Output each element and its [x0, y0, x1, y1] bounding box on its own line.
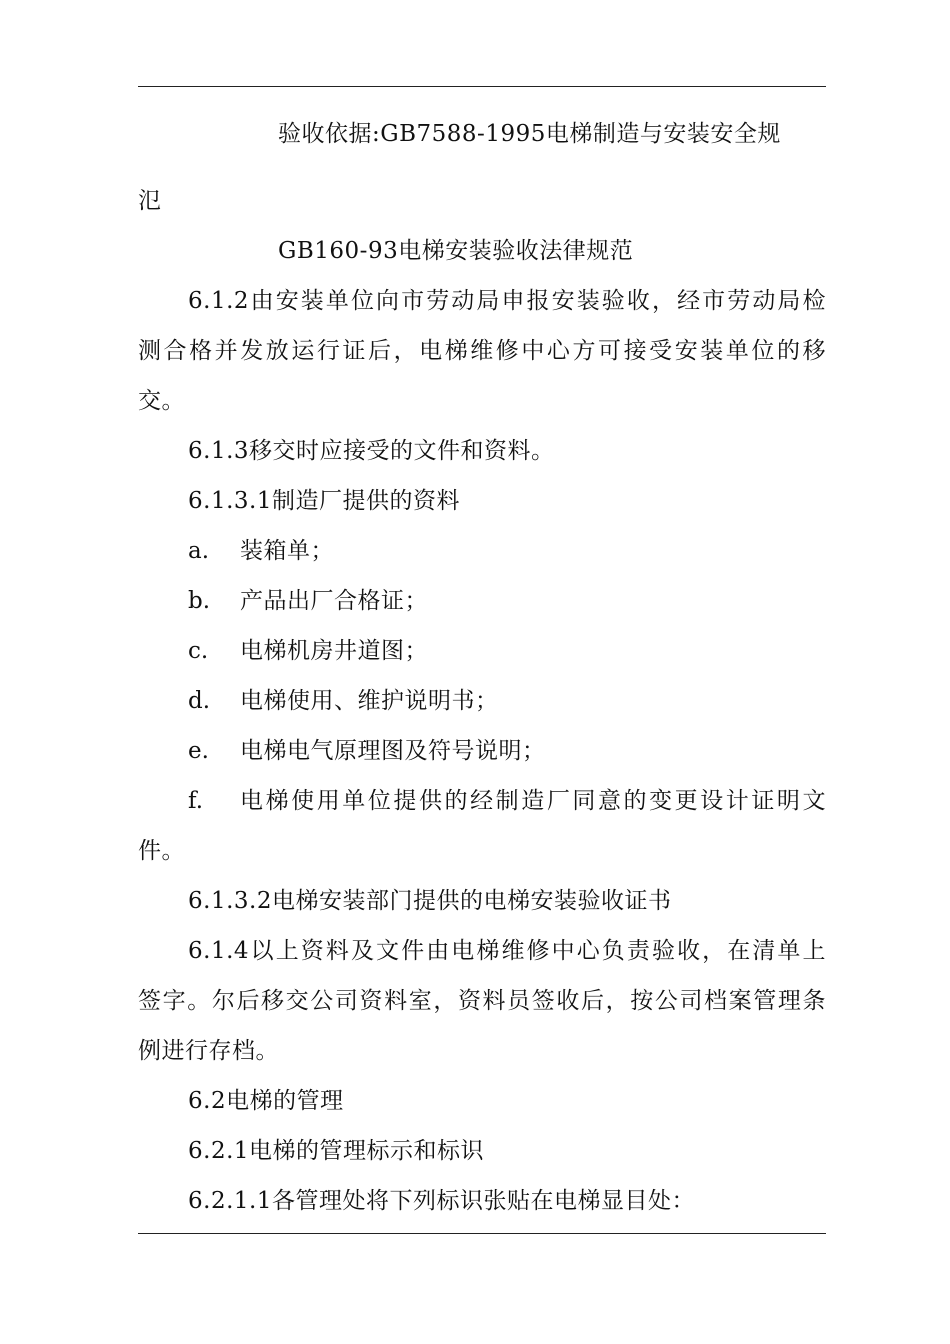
list-item-continuation: 件。	[138, 838, 185, 864]
basis-line-3: GB160-93电梯安装验收法律规范	[278, 238, 634, 264]
footer-rule	[138, 1233, 826, 1234]
section-6-2-heading: 6.2电梯的管理	[188, 1088, 344, 1114]
para-6-1-3: 6.1.3移交时应接受的文件和资料。	[188, 438, 555, 464]
list-item-letter: a.	[188, 538, 210, 564]
para-6-1-4-line-2: 签字。尔后移交公司资料室，资料员签收后，按公司档案管理条	[138, 988, 826, 1014]
list-item-text: 电梯机房井道图；	[240, 638, 428, 664]
para-6-1-3-2: 6.1.3.2电梯安装部门提供的电梯安装验收证书	[188, 888, 672, 914]
para-6-1-2-line-1: 6.1.2由安装单位向市劳动局申报安装验收，经市劳动局检	[188, 288, 826, 314]
list-item-text: 装箱单；	[240, 538, 334, 564]
list-item-text: 电梯使用、维护说明书；	[240, 688, 499, 714]
list-item-text: 电梯使用单位提供的经制造厂同意的变更设计证明文	[240, 788, 826, 814]
list-item-letter: d.	[188, 688, 211, 714]
para-6-1-4-line-1: 6.1.4以上资料及文件由电梯维修中心负责验收，在清单上	[188, 938, 826, 964]
para-6-1-2-line-2: 测合格并发放运行证后，电梯维修中心方可接受安装单位的移	[138, 338, 826, 364]
basis-line-2: 氾	[138, 188, 162, 214]
para-6-1-2-line-3: 交。	[138, 388, 185, 414]
list-item-letter: e.	[188, 738, 209, 764]
list-item-letter: b.	[188, 588, 211, 614]
list-item-text: 电梯电气原理图及符号说明；	[240, 738, 546, 764]
list-item-letter: c.	[188, 638, 209, 664]
basis-line-1: 验收依据:GB7588-1995电梯制造与安装安全规	[278, 121, 781, 147]
list-item-text: 产品出厂合格证；	[240, 588, 428, 614]
section-6-2-1-heading: 6.2.1电梯的管理标示和标识	[188, 1138, 485, 1164]
list-item-letter: f.	[188, 788, 204, 814]
para-6-2-1-1: 6.2.1.1各管理处将下列标识张贴在电梯显目处：	[188, 1188, 695, 1214]
para-6-1-3-1: 6.1.3.1制造厂提供的资料	[188, 488, 460, 514]
para-6-1-4-line-3: 例进行存档。	[138, 1038, 279, 1064]
